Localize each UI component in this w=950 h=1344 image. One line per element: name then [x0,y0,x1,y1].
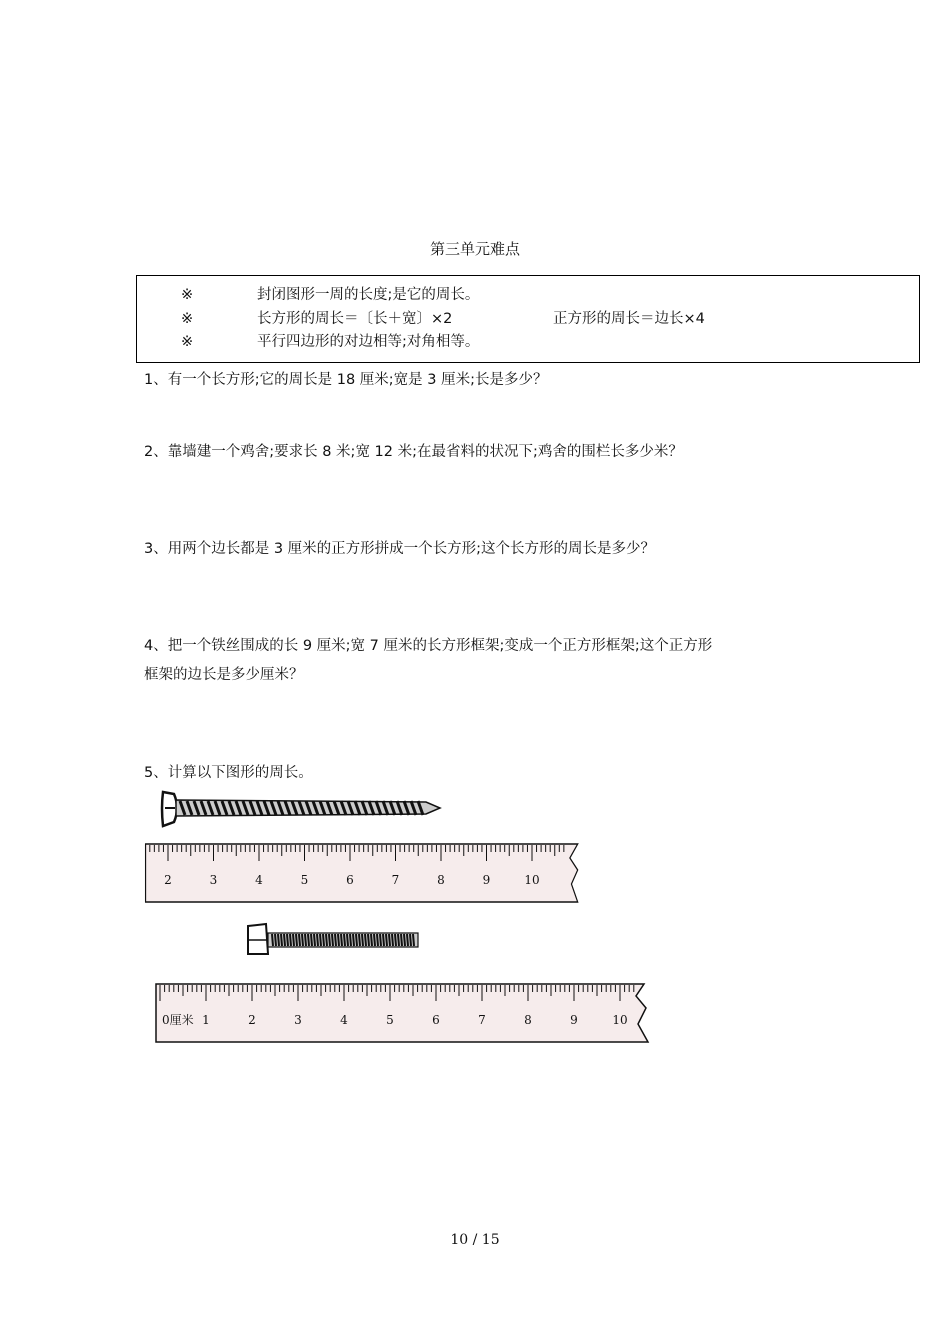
ruler-2 [154,980,654,1048]
ruler-label: 7 [478,1013,486,1027]
ruler-label: 9 [570,1013,578,1027]
ruler-label: 0厘米 [162,1013,194,1027]
question-5: 5、计算以下图形的周长。 [144,765,313,781]
ruler-label: 3 [294,1013,302,1027]
page-number: 10 / 15 [450,1232,500,1248]
key-point-text: 长方形的周长＝〔长＋宽〕×2 [257,311,453,327]
ruler-label: 8 [437,873,445,887]
ruler-label: 2 [164,873,172,887]
question-4-line-1: 4、把一个铁丝围成的长 9 厘米;宽 7 厘米的长方形框架;变成一个正方形框架;这个正方形 [144,638,713,654]
reference-mark-icon: ※ [181,311,194,327]
key-points-box [136,275,920,363]
ruler-label: 5 [386,1013,394,1027]
key-point-text: 平行四边形的对边相等;对角相等。 [257,334,480,350]
page-title: 第三单元难点 [429,240,520,258]
ruler-label: 10 [612,1013,628,1027]
ruler-label: 1 [202,1013,210,1027]
ruler-label: 4 [340,1013,348,1027]
screw-illustration [160,786,450,834]
ruler-label: 3 [209,873,218,887]
ruler-label: 2 [248,1013,256,1027]
ruler-label: 10 [524,873,540,887]
bolt-illustration [244,920,424,960]
ruler-1 [144,840,584,908]
ruler-label: 5 [300,873,309,887]
key-point-text: 封闭图形一周的长度;是它的周长。 [257,287,480,303]
ruler-label: 8 [524,1013,532,1027]
reference-mark-icon: ※ [181,334,194,350]
question-4-line-2: 框架的边长是多少厘米？ [144,667,304,683]
key-point-extra-text: 正方形的周长＝边长×4 [553,311,705,327]
ruler-label: 4 [255,873,263,887]
ruler-label: 7 [391,873,400,887]
ruler-label: 6 [432,1013,440,1027]
question-2: 2、靠墙建一个鸡舍;要求长 8 米;宽 12 米;在最省料的状况下;鸡舍的围栏长多少米？ [144,444,683,460]
question-1: 1、有一个长方形;它的周长是 18 厘米;宽是 3 厘米;长是多少？ [144,372,548,388]
question-3: 3、用两个边长都是 3 厘米的正方形拼成一个长方形;这个长方形的周长是多少？ [144,541,656,557]
reference-mark-icon: ※ [181,287,194,303]
ruler-label: 9 [482,873,491,887]
ruler-label: 6 [346,873,354,887]
